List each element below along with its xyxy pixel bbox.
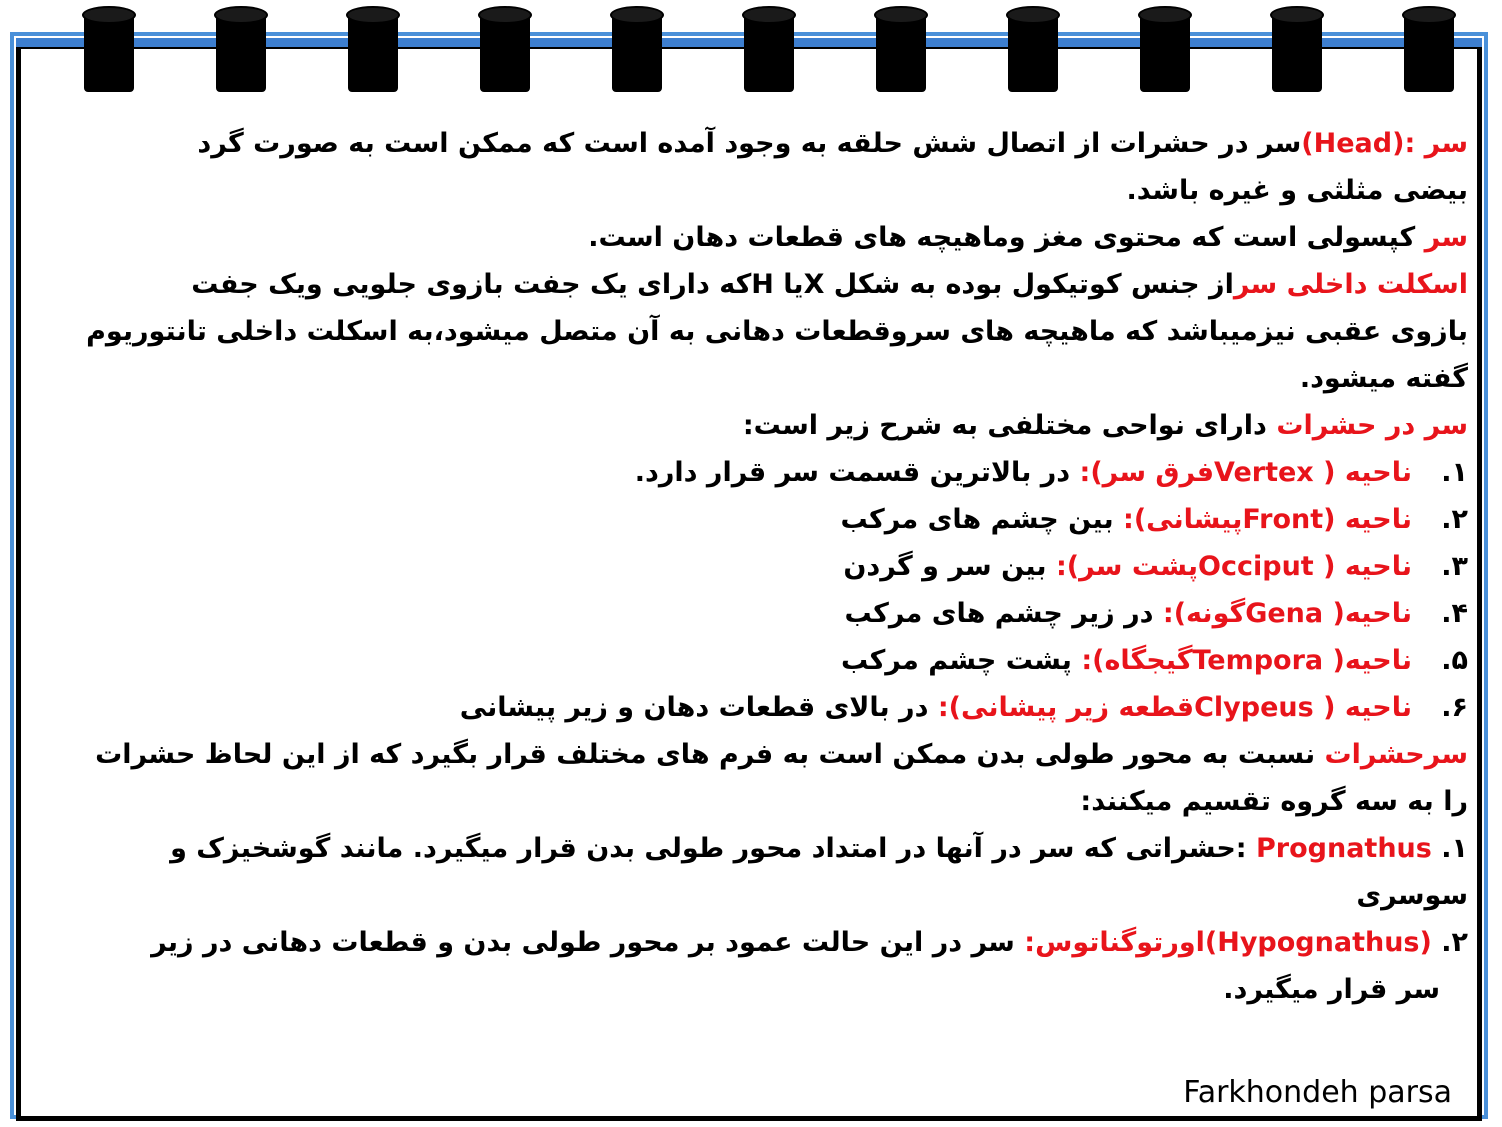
- text-line: [40, 167, 1468, 214]
- term-head: سر: [1415, 222, 1468, 253]
- binder-ring: [216, 6, 266, 92]
- binder-ring: [876, 6, 926, 92]
- list-number: ۱.: [1441, 457, 1468, 488]
- region-term: ناحیه ( Vertexفرق سر):: [1079, 457, 1412, 488]
- line-text: دارای نواحی مختلفی به شرح زیر است:: [742, 410, 1277, 441]
- text-line: [40, 261, 1468, 308]
- text-line: [40, 308, 1468, 355]
- text-line: [40, 966, 1468, 1013]
- line-text: بیضی مثلثی و غیره باشد.: [1126, 175, 1468, 206]
- list-item: [40, 496, 1468, 543]
- binder-ring: [1140, 6, 1190, 92]
- list-number: ۳.: [1441, 551, 1468, 582]
- line-text: سوسری: [1356, 880, 1468, 911]
- list-item: [40, 919, 1468, 966]
- author-credit: Farkhondeh parsa: [1183, 1075, 1452, 1110]
- region-term: ناحیه( Genaگونه):: [1162, 598, 1412, 629]
- line-text: کپسولی است که محتوی مغز وماهیچه های قطعات دهان است.: [588, 222, 1416, 253]
- text-line: [40, 731, 1468, 778]
- region-desc: در بالاترین قسمت سر قرار دارد.: [634, 457, 1080, 488]
- region-desc: در زیر چشم های مرکب: [844, 598, 1163, 629]
- list-item: [40, 637, 1468, 684]
- list-item: [40, 449, 1468, 496]
- binder-ring: [348, 6, 398, 92]
- line-text: نسبت به محور طولی بدن ممکن است به فرم های مختلف قرار بگیرد که از این لحاظ حشرات: [95, 739, 1325, 770]
- list-number: ۶.: [1441, 692, 1468, 723]
- binder-ring: [84, 6, 134, 92]
- term-hypognathus: (Hypognathus)اورتوگناتوس:: [1024, 927, 1432, 958]
- list-number: ۱.: [1431, 833, 1468, 864]
- text-line: [40, 355, 1468, 402]
- term-prognathus: Prognathus: [1256, 833, 1432, 864]
- text-line: [40, 120, 1468, 167]
- binder-ring: [1272, 6, 1322, 92]
- binder-ring: [480, 6, 530, 92]
- region-term: ناحیه( Temporaگیجگاه):: [1081, 645, 1412, 676]
- term-insect-head: سر در حشرات: [1276, 410, 1468, 441]
- list-item: [40, 825, 1468, 872]
- list-item: [40, 590, 1468, 637]
- list-number: ۲.: [1441, 504, 1468, 535]
- term-insect-head: سرحشرات: [1324, 739, 1468, 770]
- region-term: ناحیه ( Occiputپشت سر):: [1055, 551, 1412, 582]
- line-text: را به سه گروه تقسیم میکنند:: [1080, 786, 1468, 817]
- slide-body: [40, 120, 1468, 1013]
- line-text: گفته میشود.: [1299, 363, 1468, 394]
- binder-ring: [612, 6, 662, 92]
- list-item: [40, 543, 1468, 590]
- line-text: از جنس کوتیکول بوده به شکل Xیا Hکه دارای یک جفت بازوی جلویی ویک جفت: [191, 269, 1234, 300]
- text-line: [40, 872, 1468, 919]
- binder-ring: [744, 6, 794, 92]
- region-desc: پشت چشم مرکب: [841, 645, 1082, 676]
- list-item: [40, 684, 1468, 731]
- region-term: ناحیه ( Clypeusقطعه زیر پیشانی):: [937, 692, 1412, 723]
- region-desc: بین سر و گردن: [843, 551, 1056, 582]
- line-text: سر در این حالت عمود بر محور طولی بدن و قطعات دهانی در زیر: [151, 927, 1025, 958]
- region-desc: در بالای قطعات دهان و زیر پیشانی: [459, 692, 938, 723]
- term-endoskeleton: اسکلت داخلی سر: [1233, 269, 1468, 300]
- text-line: [40, 214, 1468, 261]
- binder-ring: [1404, 6, 1454, 92]
- line-text: بازوی عقبی نیزمیباشد که ماهیچه های سروقطعات دهانی به آن متصل میشود،به اسکلت داخلی تانتوریوم: [86, 316, 1468, 347]
- binder-ring: [1008, 6, 1058, 92]
- region-term: ناحیه (Frontپیشانی):: [1123, 504, 1412, 535]
- list-number: ۵.: [1441, 645, 1468, 676]
- term-head: سر :(Head): [1301, 128, 1468, 159]
- list-number: ۲.: [1431, 927, 1468, 958]
- list-number: ۴.: [1441, 598, 1468, 629]
- line-text: سر در حشرات از اتصال شش حلقه به وجود آمده است که ممکن است به صورت گرد: [197, 128, 1302, 159]
- line-text: سر قرار میگیرد.: [1223, 974, 1440, 1005]
- text-line: [40, 778, 1468, 825]
- text-line: [40, 402, 1468, 449]
- line-text: :حشراتی که سر در آنها در امتداد محور طولی بدن قرار میگیرد. مانند گوشخیزک و: [170, 833, 1256, 864]
- region-desc: بین چشم های مرکب: [840, 504, 1124, 535]
